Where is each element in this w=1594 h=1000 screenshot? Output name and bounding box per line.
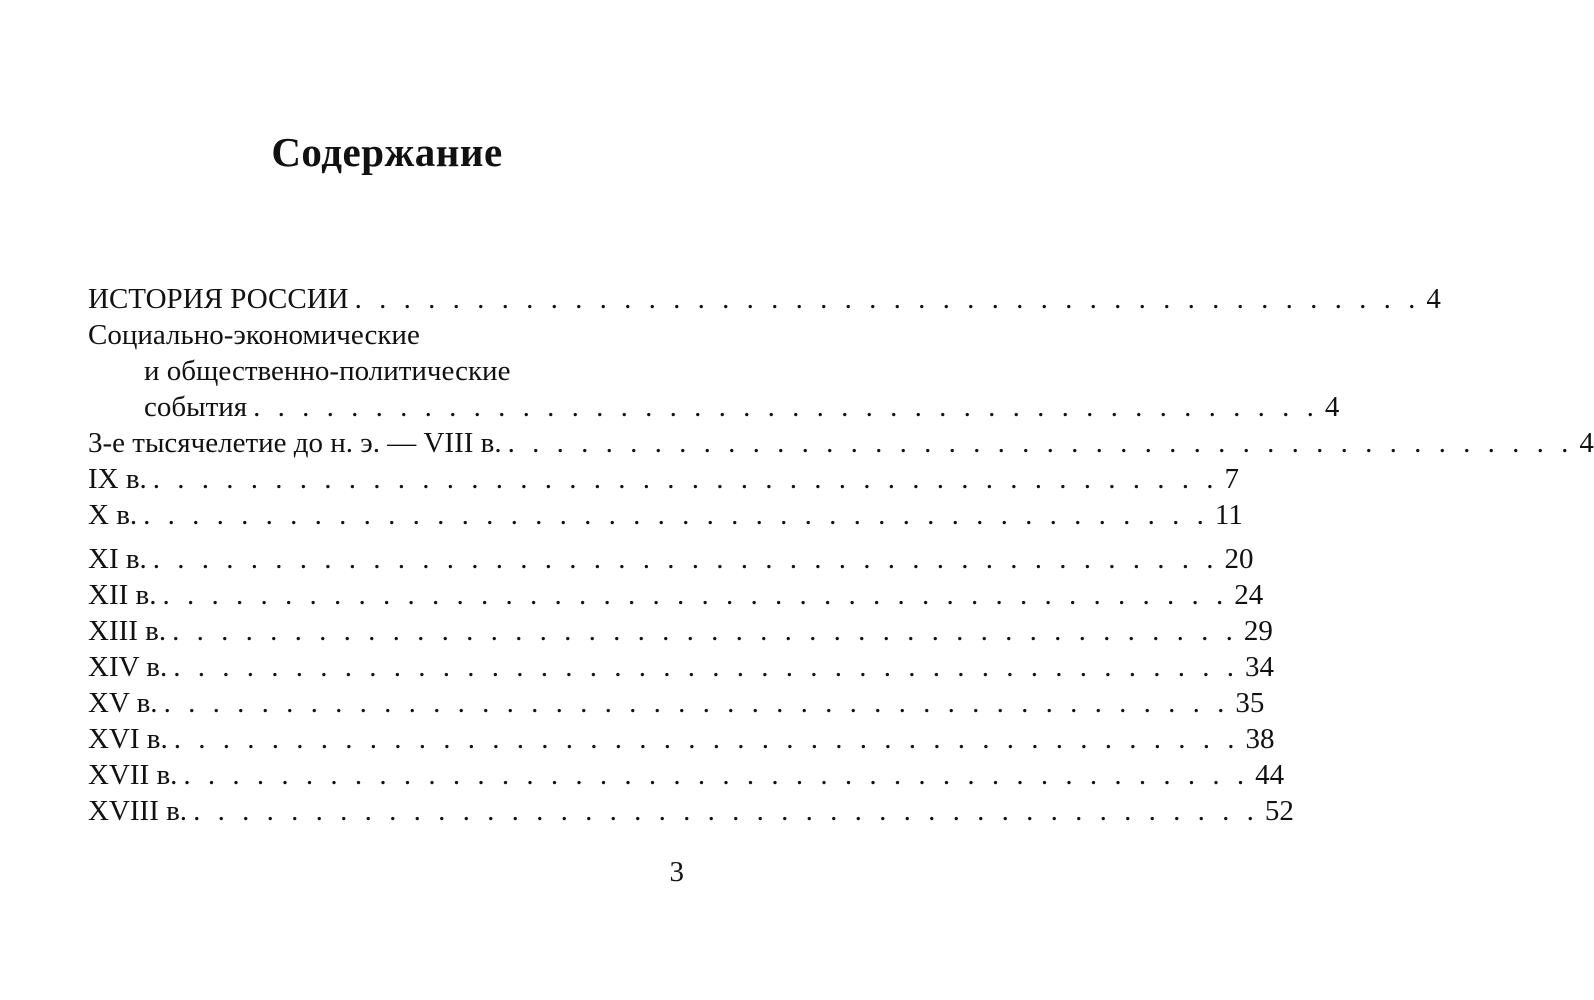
toc-entry-page: 38 [1245, 723, 1275, 755]
toc-entry-page: 11 [1214, 499, 1243, 531]
toc-entry-label: события [144, 391, 248, 423]
toc-entry[interactable] [88, 793, 1294, 829]
toc-entry-page: 35 [1235, 687, 1265, 719]
toc-entry[interactable] [88, 389, 1340, 425]
toc-dot-leader: . . . . . . . . . . . . . . . . . . . . . . . . . . . . . . . . . . . . . . . . . . . . [163, 687, 1230, 719]
toc-entry-label-line: и общественно-политические [144, 355, 511, 387]
toc-entry[interactable] [88, 649, 1274, 685]
toc-entry-label-line: Социально-экономические [88, 319, 420, 351]
toc-entry[interactable] [88, 425, 1594, 461]
toc-entry-page: 4 [1579, 427, 1594, 459]
toc-entry-label: XVII в. [88, 759, 178, 791]
toc-dot-leader: . . . . . . . . . . . . . . . . . . . . . . . . . . . . . . . . . . . . . . . . . . . . [162, 579, 1229, 611]
toc-entry-label: XI в. [88, 543, 147, 575]
toc-dot-leader: . . . . . . . . . . . . . . . . . . . . . . . . . . . . . . . . . . . . . . . . . . . . [354, 283, 1421, 315]
toc-entry-label: XIII в. [88, 615, 167, 647]
toc-entry-page: 44 [1255, 759, 1285, 791]
toc-entry-page: 20 [1224, 543, 1254, 575]
page-title: Содержание [271, 129, 503, 175]
toc-entry-label: XVI в. [88, 723, 168, 755]
toc-entry[interactable] [88, 461, 1240, 497]
toc-entry-page: 52 [1264, 795, 1294, 827]
table-of-contents [88, 281, 1594, 829]
toc-dot-leader: . . . . . . . . . . . . . . . . . . . . . . . . . . . . . . . . . . . . . . . . . . . . [173, 651, 1239, 683]
toc-entry[interactable] [88, 541, 1254, 577]
toc-entry-label: X в. [88, 499, 138, 531]
toc-entry-page: 7 [1224, 463, 1240, 495]
toc-dot-leader: . . . . . . . . . . . . . . . . . . . . . . . . . . . . . . . . . . . . . . . . . . . . [193, 795, 1259, 827]
toc-dot-leader: . . . . . . . . . . . . . . . . . . . . . . . . . . . . . . . . . . . . . . . . . . . . [507, 427, 1574, 459]
toc-entry[interactable] [88, 613, 1273, 649]
toc-entry-label: XIV в. [88, 651, 168, 683]
toc-dot-leader: . . . . . . . . . . . . . . . . . . . . . . . . . . . . . . . . . . . . . . . . . . . . [253, 391, 1319, 423]
toc-entry-page: 4 [1426, 283, 1441, 315]
toc-entry-page: 24 [1234, 579, 1264, 611]
toc-entry[interactable] [88, 577, 1264, 613]
toc-dot-leader: . . . . . . . . . . . . . . . . . . . . . . . . . . . . . . . . . . . . . . . . . . . . [173, 723, 1240, 755]
toc-entry-page: 4 [1324, 391, 1340, 423]
toc-entry-label: XVIII в. [88, 795, 188, 827]
toc-entry[interactable] [88, 685, 1265, 721]
toc-entry[interactable] [88, 757, 1285, 793]
toc-dot-leader: . . . . . . . . . . . . . . . . . . . . . . . . . . . . . . . . . . . . . . . . . . . . [152, 543, 1219, 575]
toc-entry-label: XV в. [88, 687, 158, 719]
toc-entry-page: 34 [1244, 651, 1274, 683]
page-number: 3 [669, 856, 684, 888]
toc-entry[interactable] [88, 497, 1243, 533]
toc-dot-leader: . . . . . . . . . . . . . . . . . . . . . . . . . . . . . . . . . . . . . . . . . . . . [152, 463, 1219, 495]
toc-entry[interactable] [88, 281, 1441, 317]
toc-dot-leader: . . . . . . . . . . . . . . . . . . . . . . . . . . . . . . . . . . . . . . . . . . . . [143, 499, 1209, 531]
toc-entry-page: 29 [1243, 615, 1273, 647]
toc-entry-label: ИСТОРИЯ РОССИИ [88, 283, 349, 315]
toc-entry-label: 3-е тысячелетие до н. э. — VIII в. [88, 427, 502, 459]
toc-entry[interactable] [88, 721, 1275, 757]
toc-dot-leader: . . . . . . . . . . . . . . . . . . . . . . . . . . . . . . . . . . . . . . . . . . . . [183, 759, 1250, 791]
toc-entry-label: XII в. [88, 579, 157, 611]
toc-entry-label: IX в. [88, 463, 147, 495]
toc-dot-leader: . . . . . . . . . . . . . . . . . . . . . . . . . . . . . . . . . . . . . . . . . . . . [172, 615, 1238, 647]
